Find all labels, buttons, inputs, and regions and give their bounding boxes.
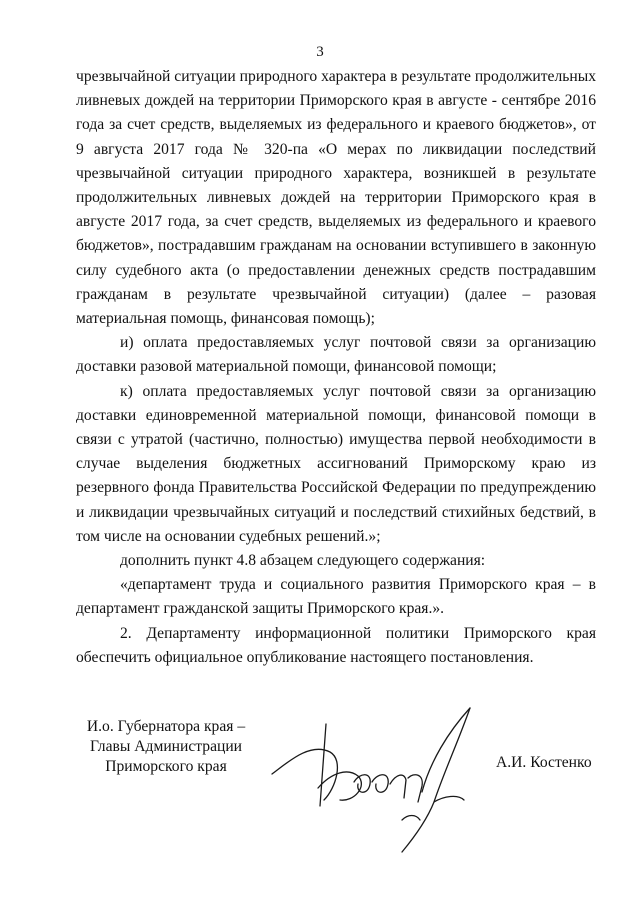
signatory-position-line: И.о. Губернатора края – xyxy=(86,718,246,735)
document-body xyxy=(76,65,596,670)
signatory-position-line: Главы Администрации xyxy=(89,738,243,755)
signatory-position-line: Приморского края xyxy=(105,758,227,775)
page-number: 3 xyxy=(316,44,324,60)
paragraph-item-i: и) оплата предоставляемых услуг почтовой связи за организацию доставки разовой материальной помощи, финансовой помощи; xyxy=(76,334,596,376)
paragraph-amendment-intro: дополнить пункт 4.8 абзацем следующего содержания: xyxy=(120,552,486,570)
paragraph-amendment-text: «департамент труда и социального развития Приморского края – в департамент гражданской защиты Приморского края.». xyxy=(76,576,596,618)
signatory-name: А.И. Костенко xyxy=(496,754,592,771)
signatory-position xyxy=(76,717,256,777)
paragraph-continuation: чрезвычайной ситуации природного характера в результате продолжительных ливневых дождей на территории Приморского края в августе - сентябре 2016 года за счет средств, выделяемых из федерального и краевого бюджетов», от 9 августа 2017 года № 320-па «О мерах по ликвидации последствий чрезвычайной ситуации природного характера, возникшей в результате продолжительных ливневых дождей на территории Приморского края в августе 2017 года, за счет средств, выделяемых из федерального и краевого бюджетов», пострадавшим гражданам на основании вступившего в законную силу судебного акта (о предоставлении денежных средств пострадавшим гражданам в результате чрезвычайной ситуации) (далее – разовая материальная помощь, финансовая помощь); xyxy=(76,68,596,328)
paragraph-point-2: 2. Департаменту информационной политики Приморского края обеспечить официальное опубликование настоящего постановления. xyxy=(76,624,596,666)
paragraph-item-k: к) оплата предоставляемых услуг почтовой связи за организацию доставки единовременной материальной помощи, финансовой помощи в связи с утратой (частично, полностью) имущества первой необходимости в случае выделения бюджетных ассигнований Приморскому краю из резервного фонда Правительства Российской Федерации по предупреждению и ликвидации чрезвычайных ситуаций и последствий стихийных бедствий, в том числе на основании судебных решений.»; xyxy=(76,382,596,545)
handwritten-signature xyxy=(258,702,498,857)
